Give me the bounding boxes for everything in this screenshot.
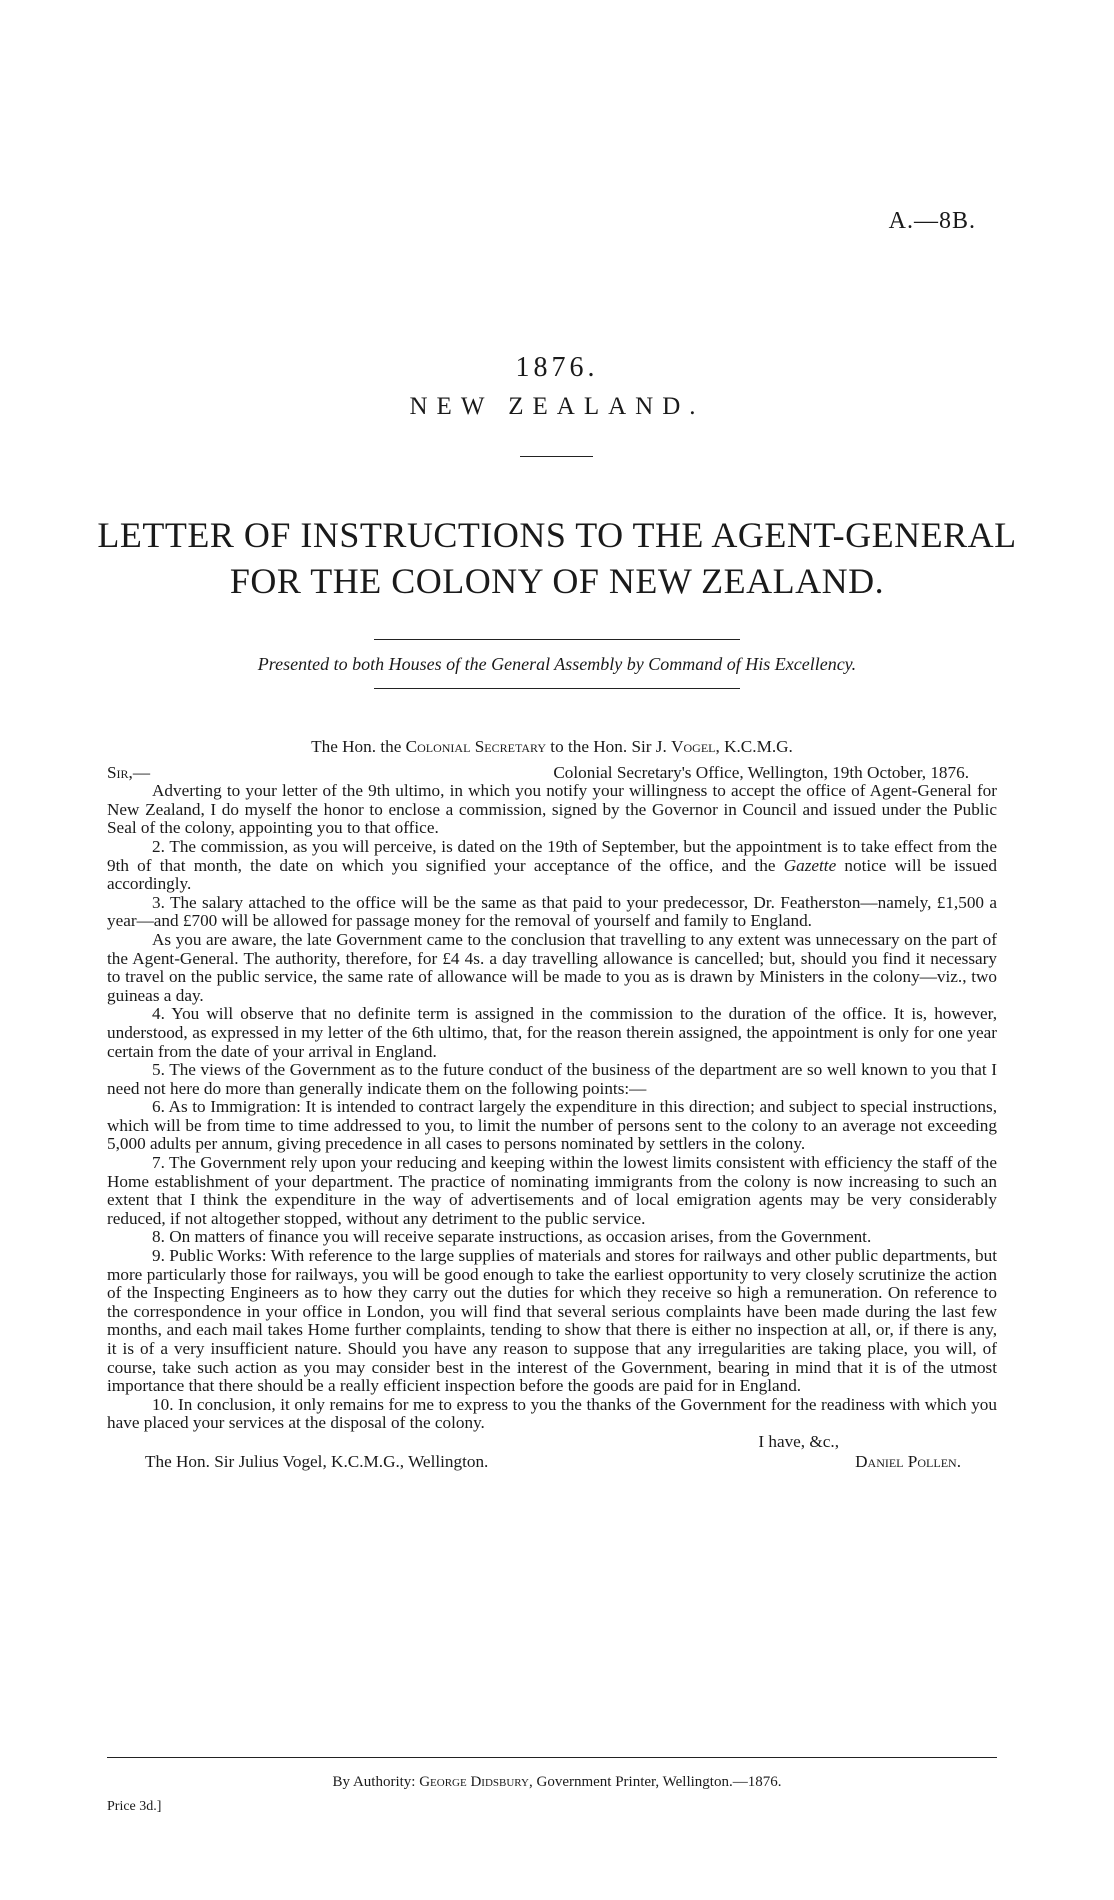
paragraph-6: 6. As to Immigration: It is intended to contract largely the expenditure in this direction; and subject to special instructions, which will be from time to time addressed to you, to limit the number of persons sent to the colony to an average not exceeding 5,000 adults per annum, giving precedence in all cases to persons nominated by settlers in the colony. [107,1097,997,1154]
signature: Daniel Pollen. [855,1451,961,1471]
letter-body [107,738,997,1471]
price-note: Price 3d.] [107,1799,162,1814]
address-sender: Colonial Secretary [405,737,546,756]
paragraph-5: 5. The views of the Government as to the future conduct of the business of the department are so well known to you that I need not here do more than generally indicate them on the following points:— [107,1060,997,1098]
salutation-row [107,764,997,783]
paragraph-8: 8. On matters of finance you will receive separate instructions, as occasion arises, from the Government. [152,1227,872,1247]
title-line-2: FOR THE COLONY OF NEW ZEALAND. [229,561,885,601]
gazette-italic: Gazette [783,855,837,875]
printer-suffix: , Government Printer, Wellington.—1876. [528,1774,782,1790]
paragraph-9: 9. Public Works: With reference to the large supplies of materials and stores for railways and other public departments, but more particularly those for railways, you will be good enough to take the earliest opportunity to very closely scrutinize the action of the Inspecting Engineers as to how they carry out the duties for which they receive so high a remuneration. On reference to the correspondence in your office in London, you will find that several serious complaints have been made during the last few months, and each mail takes Home further complaints, tending to show that there is either no inspection at all, or, if there is any, it is of a very insufficient nature. Should you have any reason to suppose that any irregularities are taking place, you will, of course, take such action as you may consider best in the interest of the Government, bearing in mind that it is of the utmost importance that there should be a really efficient inspection before the goods are paid for in England. [107,1246,997,1396]
address-middle: to the Hon. Sir J. [546,737,672,756]
recipient-line: The Hon. Sir Julius Vogel, K.C.M.G., Wellington. [145,1451,489,1471]
presented-notice: Presented to both Houses of the General Assembly by Command of His Excellency. [257,654,857,674]
printer-line [0,1774,1114,1791]
paragraph-3b: As you are aware, the late Government came to the conclusion that travelling to any extent was unnecessary on the part of the Agent-General. The authority, therefore, for £4 4s. a day travelling allowance is cancelled; but, should you find it necessary to travel on the public service, the same rate of allowance will be made to you as is drawn by Ministers in the colony—viz., two guineas a day. [107,929,997,1005]
address-line [107,738,997,757]
footer-divider [107,1757,997,1758]
printer-name: George Didsbury [419,1774,529,1790]
paragraph-7: 7. The Government rely upon your reducing and keeping within the lowest limits consistent with efficiency the staff of the Home establishment of your department. The practice of nominating immigrants from the colony is now increasing to such an extent that I think the expenditure in the way of advertisements and of local emigration agents may be very considerably reduced, if not altogether stopped, without any detriment to the public service. [107,1153,997,1228]
title-line-1: LETTER OF INSTRUCTIONS TO THE AGENT-GENERAL [97,515,1017,555]
paper-reference: A.—8B. [888,208,976,234]
paragraph-10: 10. In conclusion, it only remains for me to express to you the thanks of the Government for the readiness with which you have placed your services at the disposal of the colony. [107,1394,997,1433]
office-date: Colonial Secretary's Office, Wellington, 19th October, 1876. [553,762,969,782]
paragraph-4: 4. You will observe that no definite term is assigned in the commission to the duration of the office. It is, however, understood, as expressed in my letter of the 6th ultimo, that, for the reason therein assigned, the appointment is only for one year certain from the date of your arrival in England. [107,1004,997,1061]
salutation: Sir,— [107,762,151,782]
country-heading: NEW ZEALAND. [409,393,705,420]
paragraph-2 [107,838,997,894]
printer-prefix: By Authority: [332,1774,420,1790]
closing: I have, &c., [758,1431,839,1451]
paragraph-2-text-b: notice will be issued accordingly. [107,855,997,894]
presented-rule-top [374,639,740,640]
publication-year: 1876. [515,352,599,383]
paragraph-1: Adverting to your letter of the 9th ultimo, in which you notify your willingness to accept the office of Agent-General for New Zealand, I do myself the honor to enclose a commission, signed by the Governor in Council and issued under the Public Seal of the colony, appointing you to that office. [107,781,997,838]
short-divider [520,456,593,457]
address-prefix: The Hon. the [311,737,406,756]
document-title [80,512,1034,604]
address-recipient: Vogel [671,737,716,756]
signature-row [107,1453,997,1472]
address-suffix: , K.C.M.G. [715,737,793,756]
paragraph-3: 3. The salary attached to the office will be the same as that paid to your predecessor, Dr. Featherston—namely, £1,500 a year—and £700 will be allowed for passage money for the removal of yourself and family to England. [107,892,997,931]
paragraph-2-text-a: 2. The commission, as you will perceive, is dated on the 19th of September, but the appointment is to take effect from the 9th of that month, the date on which you signified your acceptance of the office, and the [107,836,997,875]
presented-rule-bottom [374,688,740,689]
